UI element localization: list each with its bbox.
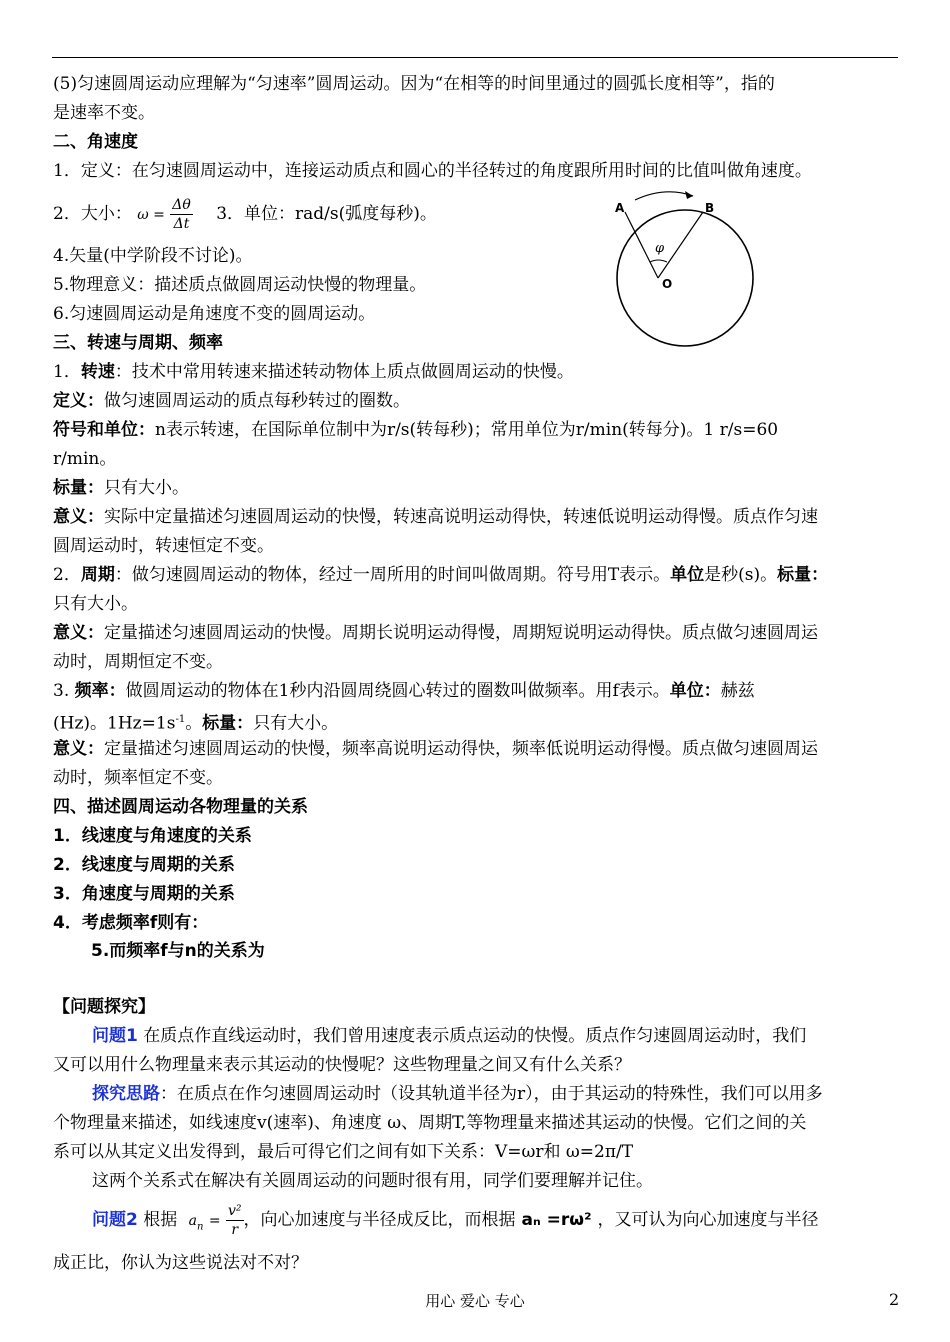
- text: 根据: [137, 1210, 178, 1230]
- section-heading: 三、转速与周期、频率: [53, 333, 223, 353]
- text: 。: [185, 713, 203, 734]
- formula-fraction: [170, 196, 193, 233]
- text-line: [92, 1025, 806, 1047]
- section-heading: 二、角速度: [53, 132, 138, 152]
- text: 实际中定量描述匀速圆周运动的快慢，转速高说明运动得快，转速低说明运动得慢。质点作匀速: [104, 507, 818, 527]
- formula-numerator: v²: [228, 1203, 242, 1219]
- text: 赫兹: [720, 681, 755, 701]
- relation-item: 1．线速度与角速度的关系: [53, 826, 252, 846]
- text: 做匀速圆周运动的质点每秒转过的圈数。: [104, 391, 410, 411]
- text-line: [53, 506, 818, 528]
- text: ，向心加速度与半径成反比，而根据: [243, 1210, 516, 1230]
- header-rule: [52, 57, 898, 58]
- text: 3．单位：rad/s(弧度每秒)。: [216, 204, 437, 224]
- label-a: A: [615, 201, 625, 215]
- text-line: [53, 709, 338, 735]
- text: 定量描述匀速圆周运动的快慢，频率高说明运动得快，频率低说明运动得慢。质点做匀速圆周运: [104, 739, 818, 759]
- text-line: r/min。: [53, 449, 117, 469]
- text-line: [53, 564, 828, 586]
- term: 意义：: [53, 507, 104, 527]
- text: 1．: [53, 362, 81, 382]
- relation-item: 4．考虑频率f则有：: [53, 913, 209, 933]
- text: 定量描述匀速圆周运动的快慢。周期长说明运动得慢，周期短说明运动得快。质点做匀速圆周运: [104, 623, 818, 643]
- text: 是秒(s)。: [704, 565, 778, 585]
- formula-numerator: Δθ: [172, 197, 191, 213]
- text-line: [53, 477, 189, 499]
- text: 3.: [53, 681, 75, 701]
- section-heading: 【问题探究】: [53, 997, 155, 1017]
- text: 做圆周运动的物体在1秒内沿圆周绕圆心转过的圈数叫做频率。用f表示。: [125, 681, 670, 701]
- answer-label: 探究思路: [92, 1084, 160, 1104]
- section-heading: 四、描述圆周运动各物理量的关系: [53, 797, 308, 817]
- term: 周期: [80, 565, 115, 585]
- term: 单位：: [669, 681, 721, 701]
- question-label: 问题2: [92, 1210, 138, 1230]
- question-2-line: [92, 1198, 819, 1244]
- text-line: 是速率不变。: [53, 103, 155, 123]
- text-line: 又可以用什么物理量来表示其运动的快慢呢？这些物理量之间又有什么关系？: [53, 1055, 631, 1075]
- term: 符号和单位：: [53, 420, 155, 440]
- text-line: 只有大小。: [53, 594, 138, 614]
- term: 频率：: [74, 681, 126, 701]
- term: 标量：: [777, 565, 829, 585]
- formula-lhs: ω =: [137, 207, 165, 223]
- label-b: B: [705, 201, 715, 215]
- circle-outline: [617, 210, 753, 346]
- text: 2．大小：: [53, 204, 132, 224]
- text-line: [53, 361, 574, 383]
- formula-denominator: Δt: [173, 216, 190, 232]
- page-number: 2: [889, 1290, 900, 1309]
- formula-lhs: a: [188, 1213, 198, 1229]
- text-line: 动时，周期恒定不变。: [53, 652, 223, 672]
- superscript: -1: [175, 714, 186, 725]
- text-line: 1．定义：在匀速圆周运动中，连接运动质点和圆心的半径转过的角度跟所用时间的比值叫做角速度。: [53, 161, 812, 181]
- text-line: [53, 419, 778, 441]
- text: ：技术中常用转速来描述转动物体上质点做圆周运动的快慢。: [114, 362, 574, 382]
- text-line: 5.物理意义：描述质点做圆周运动快慢的物理量。: [53, 275, 427, 295]
- text: 2．: [53, 565, 81, 585]
- term: 单位: [670, 565, 705, 585]
- circle-diagram: [595, 188, 775, 348]
- formula-denominator: r: [231, 1222, 239, 1238]
- angular-speed-formula-line: [53, 194, 437, 238]
- text-line: 个物理量来描述，如线速度v(速率)、角速度 ω、周期T,等物理量来描述其运动的快慢。它们之间的关: [53, 1113, 807, 1133]
- text: (Hz)。1Hz=1s: [53, 713, 176, 734]
- angle-arc: [650, 260, 667, 262]
- text: 在质点作直线运动时，我们曾用速度表示质点运动的快慢。质点作匀速圆周运动时，我们: [137, 1026, 807, 1046]
- text-line: 4.矢量(中学阶段不讨论)。: [53, 246, 253, 266]
- text-line: [53, 680, 755, 702]
- text-line: 这两个关系式在解决有关圆周运动的问题时很有用，同学们要理解并记住。: [92, 1171, 653, 1191]
- radius-b: [658, 212, 703, 278]
- term: 意义：: [53, 739, 104, 759]
- relation-item: 5.而频率f与n的关系为: [91, 941, 265, 961]
- label-phi: φ: [655, 241, 665, 256]
- text: 只有大小。: [253, 713, 339, 734]
- term: 意义：: [53, 623, 104, 643]
- text-line: 成正比，你认为这些说法对不对？: [53, 1253, 308, 1273]
- term: 标量：: [53, 478, 104, 498]
- term: 标量：: [202, 713, 254, 734]
- text-line: 6.匀速圆周运动是角速度不变的圆周运动。: [53, 304, 376, 324]
- text: n表示转速，在国际单位制中为r/s(转每秒)；常用单位为r/min(转每分)。1 r/s=60: [155, 420, 779, 440]
- term: 转速: [80, 362, 115, 382]
- text-line: 系可以从其定义出发得到，最后可得它们之间有如下关系：V=ωr和 ω=2π/T: [53, 1142, 634, 1162]
- text-line: [53, 390, 410, 412]
- text-line: 圆周运动时，转速恒定不变。: [53, 536, 274, 556]
- formula-inline: aₙ =rω²: [521, 1210, 592, 1230]
- page-footer: 用心 爱心 专心: [425, 1292, 525, 1310]
- text-line: 动时，频率恒定不变。: [53, 768, 223, 788]
- text-line: (5)匀速圆周运动应理解为“匀速率”圆周运动。因为“在相等的时间里通过的圆弧长度相等”，指的: [53, 74, 775, 94]
- radius-a: [625, 212, 658, 278]
- label-o: O: [662, 277, 673, 291]
- formula-fraction: [226, 1202, 244, 1239]
- formula-subscript: n: [197, 1221, 204, 1233]
- term: 定义：: [53, 391, 104, 411]
- text-line: [53, 622, 818, 644]
- text-line: [53, 738, 818, 760]
- rotation-arrow-arc: [635, 192, 693, 200]
- question-label: 问题1: [92, 1026, 138, 1046]
- text: ：在质点在作匀速圆周运动时（设其轨道半径为r），由于其运动的特殊性，我们可以用多: [160, 1084, 823, 1104]
- formula-equals: =: [208, 1213, 221, 1229]
- text: ，又可认为向心加速度与半径: [597, 1210, 819, 1230]
- relation-item: 2．线速度与周期的关系: [53, 855, 235, 875]
- text: 只有大小。: [104, 478, 189, 498]
- text-line: [92, 1083, 823, 1105]
- relation-item: 3．角速度与周期的关系: [53, 884, 235, 904]
- text: ：做匀速圆周运动的物体，经过一周所用的时间叫做周期。符号用T表示。: [114, 565, 671, 585]
